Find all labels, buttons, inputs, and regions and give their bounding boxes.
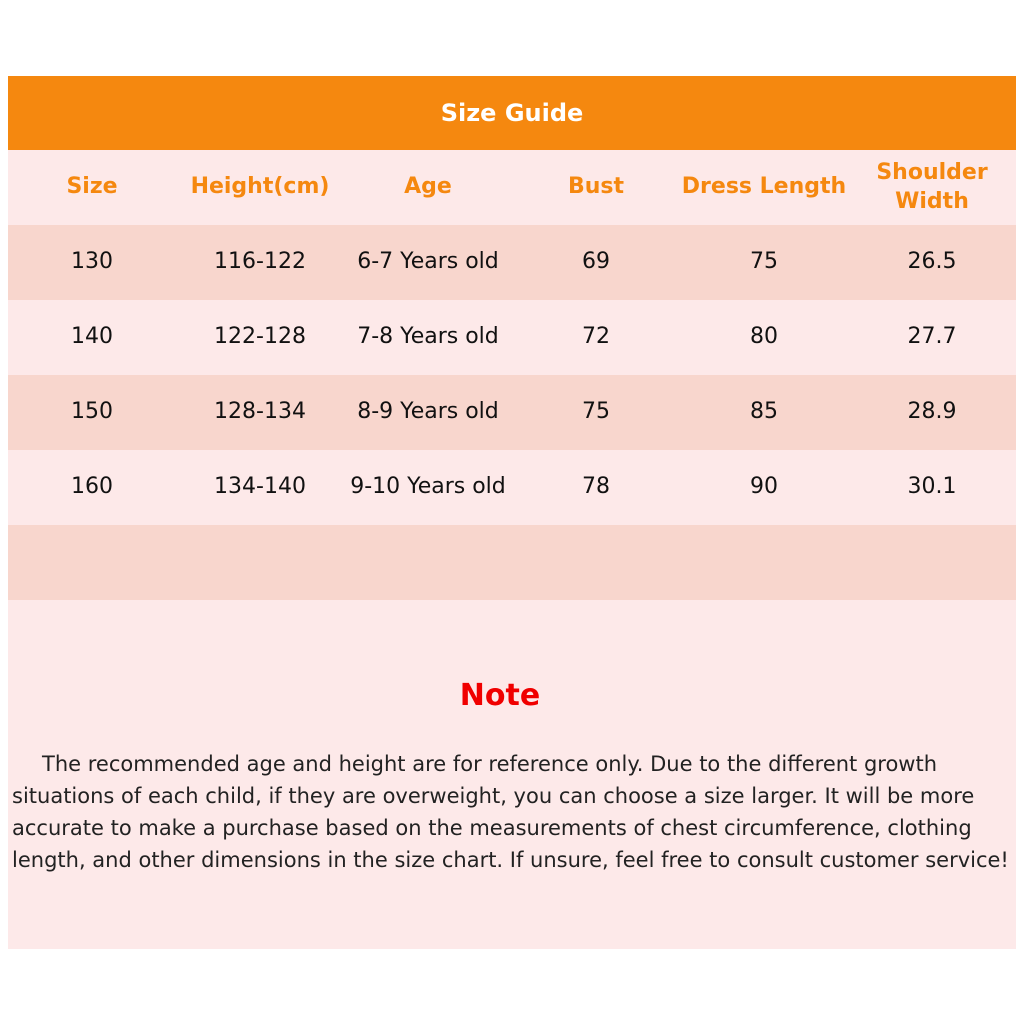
header-height: Height(cm)	[190, 174, 330, 200]
cell-size: 140	[71, 324, 113, 350]
cell-shoulder-width: 28.9	[907, 399, 957, 425]
cell-dress-length: 80	[750, 324, 778, 350]
cell-age: 7-8 Years old	[357, 324, 499, 350]
table-row	[8, 375, 1016, 450]
cell-bust: 75	[582, 399, 610, 425]
cell-bust: 78	[582, 474, 610, 500]
cell-size: 130	[71, 249, 113, 275]
cell-shoulder-width: 27.7	[907, 324, 957, 350]
header-shoulder-line2: Width	[895, 188, 969, 214]
header-size: Size	[66, 174, 118, 200]
cell-bust: 69	[582, 249, 610, 275]
table-row-empty	[8, 525, 1016, 600]
cell-dress-length: 75	[750, 249, 778, 275]
cell-shoulder-width: 30.1	[907, 474, 957, 500]
header-dress-length: Dress Length	[681, 174, 847, 200]
header-age: Age	[404, 174, 452, 200]
cell-age: 9-10 Years old	[350, 474, 506, 500]
cell-age: 6-7 Years old	[357, 249, 499, 275]
header-shoulder-line1: Shoulder	[876, 159, 988, 185]
cell-dress-length: 85	[750, 399, 778, 425]
note-section	[8, 600, 1016, 949]
cell-height: 128-134	[214, 399, 306, 425]
cell-height: 116-122	[214, 249, 306, 275]
size-guide-title: Size Guide	[8, 76, 1016, 150]
size-guide-sheet	[8, 76, 1016, 948]
note-body: The recommended age and height are for reference only. Due to the different growth situations of each child, if they are overweight, you can choose a size larger. It will be more accurate to make a purchase based on the measurements of chest circumference, clothing length, and other dimensions in the size chart. If unsure, feel free to consult customer service!	[12, 752, 1009, 872]
cell-dress-length: 90	[750, 474, 778, 500]
cell-height: 134-140	[214, 474, 306, 500]
table-row	[8, 300, 1016, 375]
cell-size: 150	[71, 399, 113, 425]
cell-size: 160	[71, 474, 113, 500]
header-bust: Bust	[567, 174, 625, 200]
cell-height: 122-128	[214, 324, 306, 350]
header-shoulder-width	[848, 159, 1016, 216]
table-row	[8, 225, 1016, 300]
table-header-row	[8, 150, 1016, 225]
table-row	[8, 450, 1016, 525]
cell-age: 8-9 Years old	[357, 399, 499, 425]
cell-bust: 72	[582, 324, 610, 350]
cell-shoulder-width: 26.5	[907, 249, 957, 275]
note-title: Note	[459, 678, 541, 713]
